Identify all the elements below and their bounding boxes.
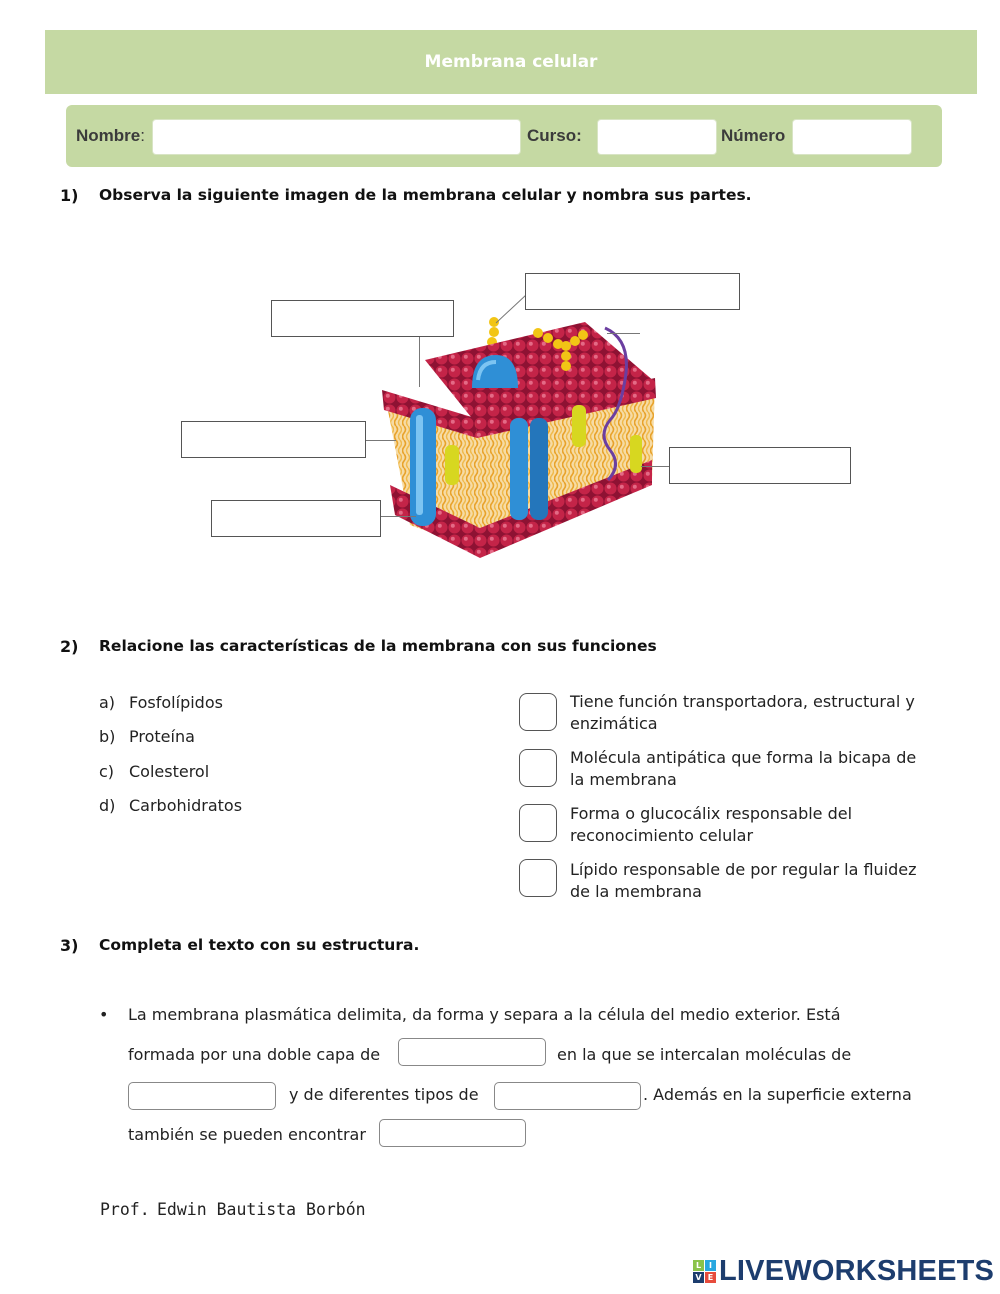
diagram-label-input-4[interactable] <box>669 447 851 484</box>
channel-protein-left <box>510 418 528 520</box>
paragraph-line-2a: formada por una doble capa de <box>128 1045 381 1064</box>
leader-line <box>641 466 669 467</box>
match-input-4[interactable] <box>519 859 557 897</box>
leader-line <box>419 337 420 387</box>
cholesterol-right <box>630 435 642 473</box>
paragraph-line-2b: en la que se intercalan moléculas de <box>557 1045 852 1064</box>
leader-line <box>381 516 416 517</box>
question-1-text: Observa la siguiente imagen de la membrana celular y nombra sus partes. <box>99 186 752 204</box>
numero-input[interactable] <box>792 119 912 155</box>
fill-blank-4[interactable] <box>379 1119 526 1147</box>
cholesterol-middle <box>572 405 586 447</box>
match-input-1[interactable] <box>519 693 557 731</box>
match-input-3[interactable] <box>519 804 557 842</box>
nombre-label: Nombre: <box>76 126 145 145</box>
liveworksheets-logo <box>693 1255 994 1288</box>
title-bar <box>45 30 977 94</box>
fill-blank-1[interactable] <box>398 1038 546 1066</box>
cholesterol-left <box>445 445 459 485</box>
paragraph-line-4: también se pueden encontrar <box>128 1125 366 1144</box>
nombre-input[interactable] <box>152 119 521 155</box>
function-text: Forma o glucocálix responsable del reconocimiento celular <box>570 804 853 845</box>
page-title: Membrana celular <box>424 52 598 72</box>
prof-label: Prof. <box>100 1200 150 1219</box>
question-3-number: 3) <box>60 936 79 955</box>
function-text: Lípido responsable de por regular la fluidez de la membrana <box>570 860 917 901</box>
question-1-number: 1) <box>60 186 79 205</box>
list-item: a) Fosfolípidos <box>99 693 223 712</box>
function-text: Tiene función transportadora, estructural y enzimática <box>570 692 915 733</box>
question-3-text: Completa el texto con su estructura. <box>99 936 420 954</box>
question-2-text: Relacione las características de la membrana con sus funciones <box>99 637 657 655</box>
paragraph-line-1: La membrana plasmática delimita, da forma y separa a la célula del medio exterior. Está <box>128 1005 841 1024</box>
match-input-2[interactable] <box>519 749 557 787</box>
leader-line-diagonal <box>495 294 527 324</box>
numero-label: Número <box>721 126 786 145</box>
logo-badge-icon: L I V E <box>693 1260 716 1283</box>
prof-name: Edwin Bautista Borbón <box>157 1200 366 1219</box>
list-item: c) Colesterol <box>99 762 210 781</box>
leader-line <box>607 333 640 334</box>
paragraph-line-3b: . Además en la superficie externa <box>643 1085 912 1104</box>
list-item: d) Carbohidratos <box>99 796 243 815</box>
list-item: b) Proteína <box>99 727 195 746</box>
diagram-label-input-3[interactable] <box>181 421 366 458</box>
curso-label: Curso: <box>527 126 582 145</box>
curso-input[interactable] <box>597 119 717 155</box>
channel-protein-right <box>530 418 548 520</box>
bullet: • <box>99 1005 109 1024</box>
fill-blank-2[interactable] <box>128 1082 276 1110</box>
question-2-number: 2) <box>60 637 79 656</box>
diagram-label-input-5[interactable] <box>211 500 381 537</box>
paragraph-line-3a: y de diferentes tipos de <box>289 1085 479 1104</box>
function-text: Molécula antipática que forma la bicapa de la membrana <box>570 748 917 789</box>
fill-blank-3[interactable] <box>494 1082 641 1110</box>
logo-text: LIVEWORKSHEETS <box>719 1255 995 1287</box>
cell-membrane-diagram <box>370 300 670 565</box>
diagram-label-input-1[interactable] <box>525 273 740 310</box>
leader-line <box>366 440 396 441</box>
diagram-label-input-2[interactable] <box>271 300 454 337</box>
